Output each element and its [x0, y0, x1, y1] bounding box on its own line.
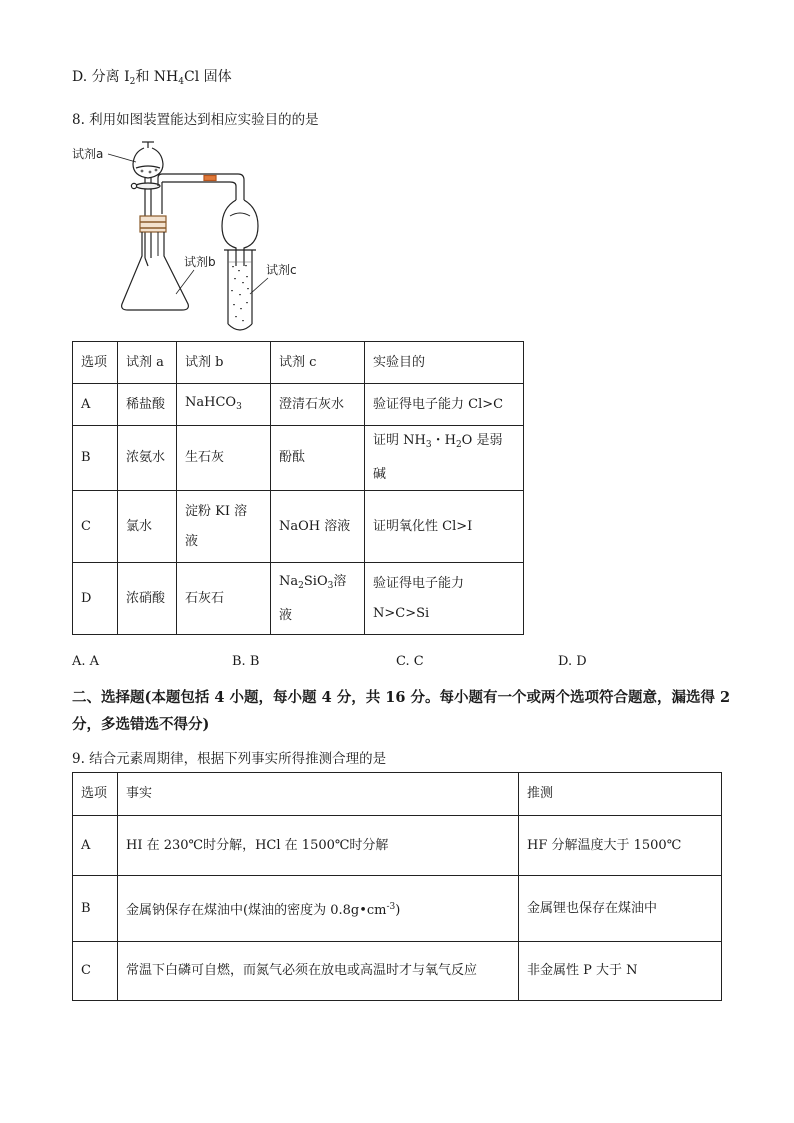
cell-reagent-a: 稀盐酸 [118, 384, 177, 426]
header-cell: 事实 [118, 773, 519, 816]
option-letter: D. [72, 69, 88, 85]
cell-option: A [73, 384, 118, 426]
cell-goal: 验证得电子能力 Cl>C [365, 384, 524, 426]
test-tube-liquid [231, 265, 249, 321]
cell-reagent-c: NaOH 溶液 [271, 491, 365, 563]
cell-guess: 金属锂也保存在煤油中 [519, 876, 722, 942]
cell-option: A [73, 816, 118, 876]
cell-goal: 证明 $NH_3$・$H_2O$ 是弱碱 [365, 426, 524, 491]
answer-choice-a[interactable]: A. A [72, 654, 100, 669]
header-cell: 推测 [519, 773, 722, 816]
question-9-stem: 9. 结合元素周期律，根据下列事实所得推测合理的是 [72, 751, 387, 767]
header-cell: 试剂 a [118, 342, 177, 384]
cell-option: B [73, 426, 118, 491]
cell-option: C [73, 942, 118, 1001]
header-cell: 试剂 b [177, 342, 271, 384]
cell-reagent-a: 氯水 [118, 491, 177, 563]
table-header-row [73, 773, 722, 816]
cell-reagent-b: 生石灰 [177, 426, 271, 491]
flask-stopper [140, 216, 166, 232]
cell-option: B [73, 876, 118, 942]
cell-reagent-b: 石灰石 [177, 563, 271, 635]
option-text: 分离 $I_2$和 $NH_4Cl$ 固体 [91, 69, 232, 87]
cell-fact: HI 在 230℃时分解，HCl 在 1500℃时分解 [118, 816, 519, 876]
answer-choice-c[interactable]: C. C [396, 654, 424, 669]
header-cell: 选项 [73, 342, 118, 384]
table-row [73, 876, 722, 942]
cell-guess: HF 分解温度大于 1500℃ [519, 816, 722, 876]
cell-goal: 证明氧化性 Cl>I [365, 491, 524, 563]
table-header-row [73, 342, 524, 384]
cell-reagent-a: 浓氨水 [118, 426, 177, 491]
cell-goal: 验证得电子能力 N>C>Si [365, 563, 524, 635]
option-d-line [72, 66, 232, 87]
header-cell: 选项 [73, 773, 118, 816]
cell-fact: 金属钠保存在煤油中(煤油的密度为 $0.8g•cm^{-3}$) [118, 876, 519, 942]
q9-table [72, 772, 722, 1001]
q8-table [72, 341, 524, 635]
header-cell: 实验目的 [365, 342, 524, 384]
cell-reagent-b: NaHCO$_3$ [177, 384, 271, 426]
cell-reagent-c: 酚酞 [271, 426, 365, 491]
delivery-tube [158, 174, 244, 214]
answer-choice-d[interactable]: D. D [558, 654, 587, 669]
apparatus-diagram [70, 138, 310, 338]
section-2-heading: 二、选择题(本题包括 4 小题，每小题 4 分，共 16 分。每小题有一个或两个选项符合题意，漏选得 2 分，多选错选不得分) [72, 689, 731, 733]
label-reagent-c: 试剂c [266, 263, 297, 277]
label-reagent-a: 试剂a [72, 147, 104, 161]
table-row [73, 563, 524, 635]
table-row [73, 491, 524, 563]
conical-flask [122, 232, 189, 310]
cell-option: C [73, 491, 118, 563]
table-row [73, 816, 722, 876]
cell-reagent-c: 澄清石灰水 [271, 384, 365, 426]
table-row [73, 942, 722, 1001]
cell-guess: 非金属性 P 大于 N [519, 942, 722, 1001]
question-8-stem: 8. 利用如图装置能达到相应实验目的的是 [72, 112, 319, 128]
cell-option: D [73, 563, 118, 635]
header-cell: 试剂 c [271, 342, 365, 384]
table-row [73, 384, 524, 426]
cell-fact: 常温下白磷可自燃，而氮气必须在放电或高温时才与氧气反应 [118, 942, 519, 1001]
label-reagent-b: 试剂b [184, 255, 216, 269]
table-row [73, 426, 524, 491]
cell-reagent-c: $Na_2SiO_3$溶 液 [271, 563, 365, 635]
cell-reagent-b: 淀粉 KI 溶 液 [177, 491, 271, 563]
cell-reagent-a: 浓硝酸 [118, 563, 177, 635]
answer-choice-b[interactable]: B. B [232, 654, 260, 669]
